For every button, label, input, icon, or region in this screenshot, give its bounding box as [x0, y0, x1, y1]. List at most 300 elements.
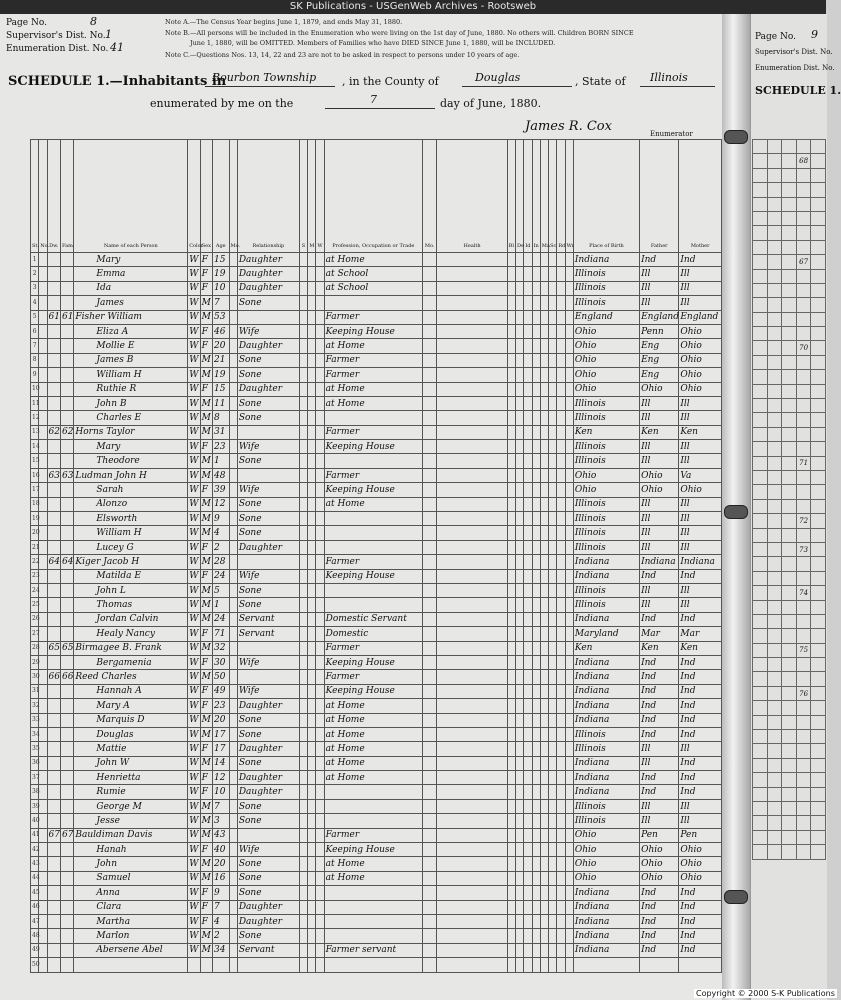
write-cell: [565, 512, 573, 526]
line-number: 20: [31, 526, 39, 540]
facing-cell: [811, 197, 826, 211]
birthplace-cell: Indiana: [573, 900, 639, 914]
write-cell: [565, 310, 573, 324]
person-name: John B: [74, 396, 188, 410]
write-cell: [565, 641, 573, 655]
house-cell: [39, 655, 47, 669]
occupation-cell: at Home: [324, 497, 422, 511]
facing-cell: [767, 600, 782, 614]
blind-cell: [507, 871, 515, 885]
school-cell: [549, 814, 557, 828]
table-row: [31, 267, 722, 281]
deaf-cell: [516, 324, 524, 338]
read-cell: [557, 670, 565, 684]
line-number: 37: [31, 771, 39, 785]
age-cell: 11: [213, 396, 230, 410]
person-name: Fisher William: [74, 310, 188, 324]
relationship-cell: Sone: [237, 799, 299, 813]
married-cell: [308, 555, 316, 569]
facing-row: [753, 269, 826, 283]
single-cell: [299, 943, 307, 957]
facing-cell: [796, 614, 811, 628]
insane-cell: [532, 727, 540, 741]
facing-cell: [782, 384, 797, 398]
facing-row: [753, 413, 826, 427]
facing-cell: [767, 542, 782, 556]
facing-cell: [767, 485, 782, 499]
table-row: [31, 454, 722, 468]
health-cell: [437, 526, 507, 540]
age-cell: 10: [213, 281, 230, 295]
relationship-cell: Daughter: [237, 253, 299, 267]
school-cell: [549, 296, 557, 310]
facing-cell: [767, 557, 782, 571]
birthplace-cell: Ohio: [573, 843, 639, 857]
house-cell: [39, 612, 47, 626]
maimed-cell: [540, 727, 548, 741]
deaf-cell: [516, 814, 524, 828]
health-cell: [437, 598, 507, 612]
blind-cell: [507, 828, 515, 842]
widowed-cell: [316, 396, 324, 410]
facing-cell: [811, 427, 826, 441]
deaf-cell: [516, 871, 524, 885]
table-row: [31, 598, 722, 612]
dwelling-number: [47, 598, 60, 612]
widowed-cell: [316, 843, 324, 857]
maimed-cell: [540, 914, 548, 928]
facing-cell: [782, 283, 797, 297]
table-row: [31, 339, 722, 353]
occupation-cell: Farmer: [324, 425, 422, 439]
maimed-cell: [540, 583, 548, 597]
facing-cell: [796, 197, 811, 211]
health-cell: [437, 396, 507, 410]
mother-birthplace-cell: Ill: [679, 296, 722, 310]
health-cell: [437, 828, 507, 842]
facing-cell: [782, 399, 797, 413]
dwelling-number: 67: [47, 828, 60, 842]
month-born-cell: [229, 411, 237, 425]
months-unemployed-cell: [422, 396, 436, 410]
facing-row: [753, 672, 826, 686]
father-birthplace-cell: Ill: [640, 396, 679, 410]
family-number: [60, 627, 73, 641]
health-cell: [437, 914, 507, 928]
person-name: Marlon: [74, 929, 188, 943]
month-born-cell: [229, 670, 237, 684]
read-cell: [557, 828, 565, 842]
dwelling-number: [47, 699, 60, 713]
family-number: [60, 526, 73, 540]
health-cell: [437, 771, 507, 785]
dwelling-number: 64: [47, 555, 60, 569]
write-cell: [565, 454, 573, 468]
facing-cell: [767, 140, 782, 154]
mother-birthplace-cell: Ohio: [679, 324, 722, 338]
father-birthplace-cell: Ind: [640, 612, 679, 626]
table-row: [31, 396, 722, 410]
mother-birthplace-cell: Pen: [679, 828, 722, 842]
birthplace-cell: Illinois: [573, 598, 639, 612]
person-name: William H: [74, 526, 188, 540]
health-cell: [437, 555, 507, 569]
insane-cell: [532, 497, 540, 511]
deaf-cell: [516, 483, 524, 497]
facing-cell: [811, 413, 826, 427]
birthplace-cell: Illinois: [573, 526, 639, 540]
table-row: [31, 771, 722, 785]
birthplace-cell: Illinois: [573, 396, 639, 410]
dwelling-number: [47, 353, 60, 367]
facing-cell: [753, 715, 768, 729]
idiotic-cell: [524, 411, 532, 425]
mother-birthplace-cell: Ill: [679, 799, 722, 813]
months-unemployed-cell: [422, 411, 436, 425]
deaf-cell: [516, 540, 524, 554]
relationship-cell: Servant: [237, 612, 299, 626]
person-name: John W: [74, 756, 188, 770]
single-cell: [299, 382, 307, 396]
age-cell: 20: [213, 857, 230, 871]
widowed-cell: [316, 296, 324, 310]
months-unemployed-cell: [422, 727, 436, 741]
deaf-cell: [516, 756, 524, 770]
facing-cell: [811, 801, 826, 815]
relationship-cell: Daughter: [237, 540, 299, 554]
deaf-cell: [516, 655, 524, 669]
idiotic-cell: [524, 526, 532, 540]
line-number: 29: [31, 655, 39, 669]
school-cell: [549, 612, 557, 626]
facing-cell: [782, 183, 797, 197]
age-cell: 4: [213, 914, 230, 928]
maimed-cell: [540, 483, 548, 497]
person-name: Jordan Calvin: [74, 612, 188, 626]
family-number: [60, 699, 73, 713]
idiotic-cell: [524, 598, 532, 612]
table-row: [31, 296, 722, 310]
facing-page-number: 9: [811, 28, 818, 41]
birthplace-cell: Indiana: [573, 914, 639, 928]
facing-cell: [753, 600, 768, 614]
age-cell: 2: [213, 929, 230, 943]
married-cell: [308, 713, 316, 727]
line-number: 19: [31, 512, 39, 526]
idiotic-cell: [524, 914, 532, 928]
table-row: [31, 742, 722, 756]
facing-cell: [796, 629, 811, 643]
married-cell: [308, 727, 316, 741]
school-cell: [549, 627, 557, 641]
person-name: Mary: [74, 253, 188, 267]
school-cell: [549, 871, 557, 885]
mother-birthplace-cell: Ind: [679, 670, 722, 684]
facing-cell: [767, 427, 782, 441]
read-cell: [557, 310, 565, 324]
county-label: , in the County of: [342, 75, 439, 88]
widowed-cell: [316, 886, 324, 900]
occupation-cell: at Home: [324, 756, 422, 770]
occupation-cell: Farmer: [324, 368, 422, 382]
line-number: 10: [31, 382, 39, 396]
race-cell: W: [188, 540, 200, 554]
months-unemployed-cell: [422, 281, 436, 295]
months-unemployed-cell: [422, 324, 436, 338]
birthplace-cell: Indiana: [573, 785, 639, 799]
married-cell: [308, 857, 316, 871]
maimed-cell: [540, 425, 548, 439]
family-number: [60, 886, 73, 900]
single-cell: [299, 857, 307, 871]
insane-cell: [532, 684, 540, 698]
month-born-cell: [229, 958, 237, 972]
married-cell: [308, 742, 316, 756]
single-cell: [299, 713, 307, 727]
birthplace-cell: Indiana: [573, 713, 639, 727]
insane-cell: [532, 857, 540, 871]
single-cell: [299, 512, 307, 526]
school-cell: [549, 598, 557, 612]
facing-cell: [753, 355, 768, 369]
birthplace-cell: Ohio: [573, 324, 639, 338]
birthplace-cell: Indiana: [573, 771, 639, 785]
idiotic-cell: [524, 253, 532, 267]
deaf-cell: [516, 454, 524, 468]
race-cell: W: [188, 353, 200, 367]
age-cell: 71: [213, 627, 230, 641]
sex-cell: F: [200, 483, 212, 497]
months-unemployed-cell: [422, 583, 436, 597]
race-cell: W: [188, 267, 200, 281]
dwelling-number: [47, 569, 60, 583]
family-number: [60, 771, 73, 785]
person-name: Sarah: [74, 483, 188, 497]
dwelling-number: [47, 454, 60, 468]
school-cell: [549, 843, 557, 857]
school-cell: [549, 727, 557, 741]
facing-cell: [811, 528, 826, 542]
maimed-cell: [540, 612, 548, 626]
read-cell: [557, 627, 565, 641]
line-number: 36: [31, 756, 39, 770]
race-cell: W: [188, 555, 200, 569]
sex-cell: M: [200, 368, 212, 382]
facing-cell: [753, 773, 768, 787]
months-unemployed-cell: [422, 569, 436, 583]
mother-birthplace-cell: Mar: [679, 627, 722, 641]
month-born-cell: [229, 540, 237, 554]
birthplace-cell: Indiana: [573, 253, 639, 267]
idiotic-cell: [524, 742, 532, 756]
house-cell: [39, 368, 47, 382]
months-unemployed-cell: [422, 353, 436, 367]
maimed-cell: [540, 713, 548, 727]
health-cell: [437, 411, 507, 425]
birthplace-cell: Ken: [573, 641, 639, 655]
relationship-cell: Daughter: [237, 742, 299, 756]
family-number: [60, 871, 73, 885]
race-cell: W: [188, 886, 200, 900]
facing-cell: [796, 557, 811, 571]
facing-cell: [796, 816, 811, 830]
line-number: 33: [31, 713, 39, 727]
father-birthplace-cell: Ind: [640, 569, 679, 583]
family-number: 62: [60, 425, 73, 439]
father-birthplace-cell: Ohio: [640, 483, 679, 497]
race-cell: W: [188, 742, 200, 756]
facing-row: [753, 470, 826, 484]
month-born-cell: [229, 655, 237, 669]
blind-cell: [507, 425, 515, 439]
dwelling-number: [47, 713, 60, 727]
month-born-cell: [229, 886, 237, 900]
widowed-cell: [316, 555, 324, 569]
dwelling-number: 62: [47, 425, 60, 439]
birthplace-cell: Illinois: [573, 742, 639, 756]
months-unemployed-cell: [422, 454, 436, 468]
married-cell: [308, 454, 316, 468]
insane-cell: [532, 310, 540, 324]
occupation-cell: at Home: [324, 339, 422, 353]
facing-cell: [753, 442, 768, 456]
married-cell: [308, 699, 316, 713]
facing-cell: [811, 384, 826, 398]
facing-cell: [796, 787, 811, 801]
maimed-cell: [540, 540, 548, 554]
dwelling-number: [47, 958, 60, 972]
house-cell: [39, 828, 47, 842]
father-birthplace-cell: Indiana: [640, 555, 679, 569]
facing-cell: [753, 168, 768, 182]
write-cell: [565, 871, 573, 885]
relationship-cell: [237, 468, 299, 482]
dwelling-number: [47, 771, 60, 785]
sex-cell: F: [200, 324, 212, 338]
facing-cell: 67: [796, 255, 811, 269]
house-cell: [39, 785, 47, 799]
facing-cell: [753, 801, 768, 815]
deaf-cell: [516, 612, 524, 626]
occupation-cell: Domestic Servant: [324, 612, 422, 626]
line-number: 4: [31, 296, 39, 310]
line-number: 7: [31, 339, 39, 353]
single-cell: [299, 828, 307, 842]
facing-cell: [782, 140, 797, 154]
idiotic-cell: [524, 814, 532, 828]
write-cell: [565, 468, 573, 482]
facing-cell: [753, 312, 768, 326]
sex-cell: F: [200, 569, 212, 583]
facing-cell: [782, 658, 797, 672]
facing-cell: [767, 672, 782, 686]
blind-cell: [507, 843, 515, 857]
facing-cell: [753, 240, 768, 254]
maimed-cell: [540, 756, 548, 770]
married-cell: [308, 526, 316, 540]
age-cell: 2: [213, 540, 230, 554]
blind-cell: [507, 353, 515, 367]
facing-cell: [767, 614, 782, 628]
occupation-cell: Farmer servant: [324, 943, 422, 957]
age-cell: 49: [213, 684, 230, 698]
widowed-cell: [316, 655, 324, 669]
line-number: 40: [31, 814, 39, 828]
facing-cell: [811, 557, 826, 571]
line-number: 44: [31, 871, 39, 885]
months-unemployed-cell: [422, 440, 436, 454]
sex-cell: M: [200, 583, 212, 597]
blind-cell: [507, 497, 515, 511]
dwelling-number: [47, 526, 60, 540]
occupation-cell: [324, 526, 422, 540]
maimed-cell: [540, 497, 548, 511]
facing-cell: [753, 528, 768, 542]
widowed-cell: [316, 425, 324, 439]
months-unemployed-cell: [422, 612, 436, 626]
write-cell: [565, 555, 573, 569]
dwelling-number: [47, 324, 60, 338]
read-cell: [557, 713, 565, 727]
idiotic-cell: [524, 353, 532, 367]
married-cell: [308, 512, 316, 526]
facing-row: [753, 571, 826, 585]
facing-cell: [782, 845, 797, 859]
maimed-cell: [540, 324, 548, 338]
occupation-cell: at Home: [324, 771, 422, 785]
months-unemployed-cell: [422, 756, 436, 770]
health-cell: [437, 368, 507, 382]
blind-cell: [507, 583, 515, 597]
widowed-cell: [316, 771, 324, 785]
facing-row: [753, 787, 826, 801]
widowed-cell: [316, 713, 324, 727]
health-cell: [437, 353, 507, 367]
blind-cell: [507, 598, 515, 612]
birthplace-cell: Indiana: [573, 943, 639, 957]
write-cell: [565, 497, 573, 511]
relationship-cell: [237, 641, 299, 655]
age-cell: 28: [213, 555, 230, 569]
insane-cell: [532, 958, 540, 972]
race-cell: W: [188, 339, 200, 353]
facing-row: [753, 744, 826, 758]
dwelling-number: [47, 339, 60, 353]
write-cell: [565, 929, 573, 943]
dwelling-number: [47, 253, 60, 267]
write-cell: [565, 324, 573, 338]
month-born-cell: [229, 914, 237, 928]
facing-cell: [811, 571, 826, 585]
maimed-cell: [540, 396, 548, 410]
birthplace-cell: Indiana: [573, 756, 639, 770]
blind-cell: [507, 785, 515, 799]
deaf-cell: [516, 425, 524, 439]
facing-row: [753, 499, 826, 513]
single-cell: [299, 871, 307, 885]
facing-cell: [782, 341, 797, 355]
facing-row: [753, 427, 826, 441]
mother-birthplace-cell: Ind: [679, 929, 722, 943]
facing-cell: [753, 787, 768, 801]
line-number: 9: [31, 368, 39, 382]
married-cell: [308, 497, 316, 511]
occupation-cell: Domestic: [324, 627, 422, 641]
birthplace-cell: Indiana: [573, 569, 639, 583]
facing-row: [753, 629, 826, 643]
mother-birthplace-cell: Ind: [679, 713, 722, 727]
deaf-cell: [516, 771, 524, 785]
